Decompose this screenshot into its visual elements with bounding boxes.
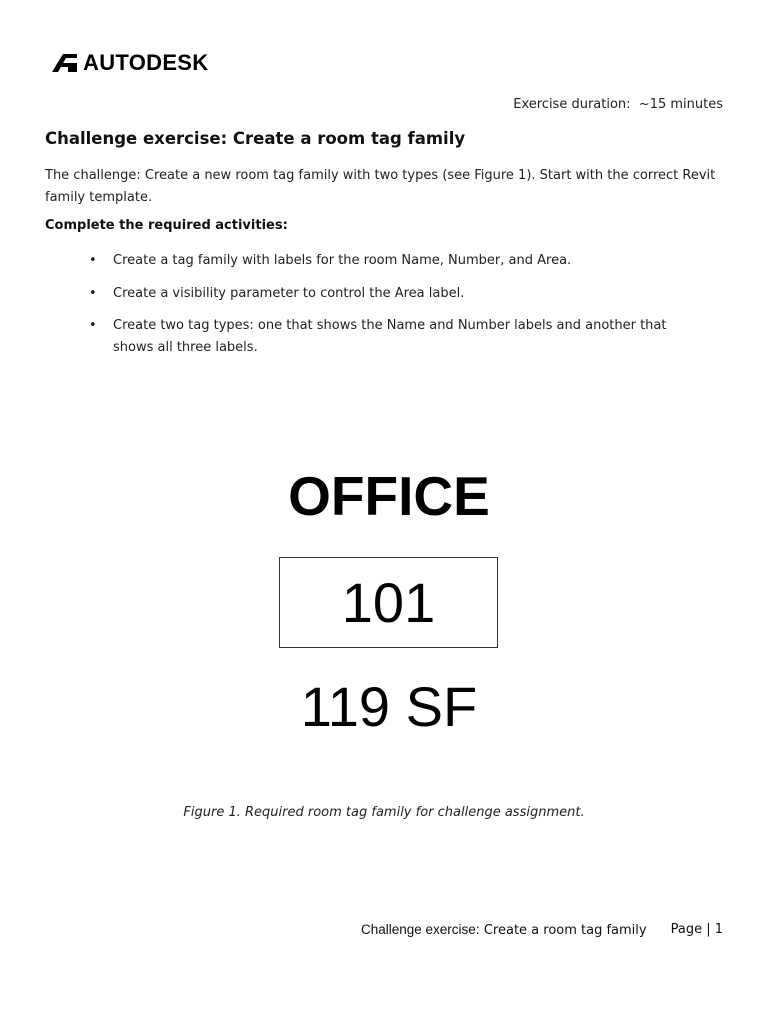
footer-title-rest: Create a room tag family	[483, 923, 647, 938]
page-title: Challenge exercise: Create a room tag family	[45, 129, 466, 148]
autodesk-logo-icon	[52, 54, 77, 72]
room-tag-area-label: 119 SF	[300, 675, 478, 738]
activity-text: Create a tag family with labels for the room Name, Number, and Area.	[113, 253, 572, 268]
room-tag-number-label: 101	[341, 571, 436, 634]
list-item	[45, 283, 710, 305]
list-item	[45, 250, 710, 272]
footer-title-prefix: Challenge exercise:	[360, 922, 480, 937]
activity-text: Create a visibility parameter to control the Area label.	[113, 285, 465, 301]
intro-paragraph: The challenge: Create a new room tag family with two types (see Figure 1). Start with the correct Revit family template.	[45, 168, 716, 205]
autodesk-logo	[52, 52, 208, 74]
page-footer	[361, 922, 723, 938]
bullet-icon: •	[89, 253, 97, 268]
figure-caption: Figure 1. Required room tag family for challenge assignment.	[183, 805, 585, 820]
bullet-icon: •	[89, 285, 97, 301]
exercise-duration: Exercise duration: ~15 minutes	[513, 97, 723, 112]
logo-text: AUTODESK	[83, 50, 209, 75]
room-tag-number-box	[279, 557, 498, 648]
required-activities-heading: Complete the required activities:	[45, 218, 288, 233]
footer-title	[361, 922, 647, 938]
activity-text: Create two tag types: one that shows the Name and Number labels and another that shows all three labels.	[113, 318, 667, 355]
bullet-icon: •	[89, 318, 97, 333]
activities-list	[45, 250, 710, 370]
room-tag-name-label: OFFICE	[288, 465, 490, 527]
list-item	[45, 315, 710, 359]
page-number: Page | 1	[670, 922, 723, 937]
